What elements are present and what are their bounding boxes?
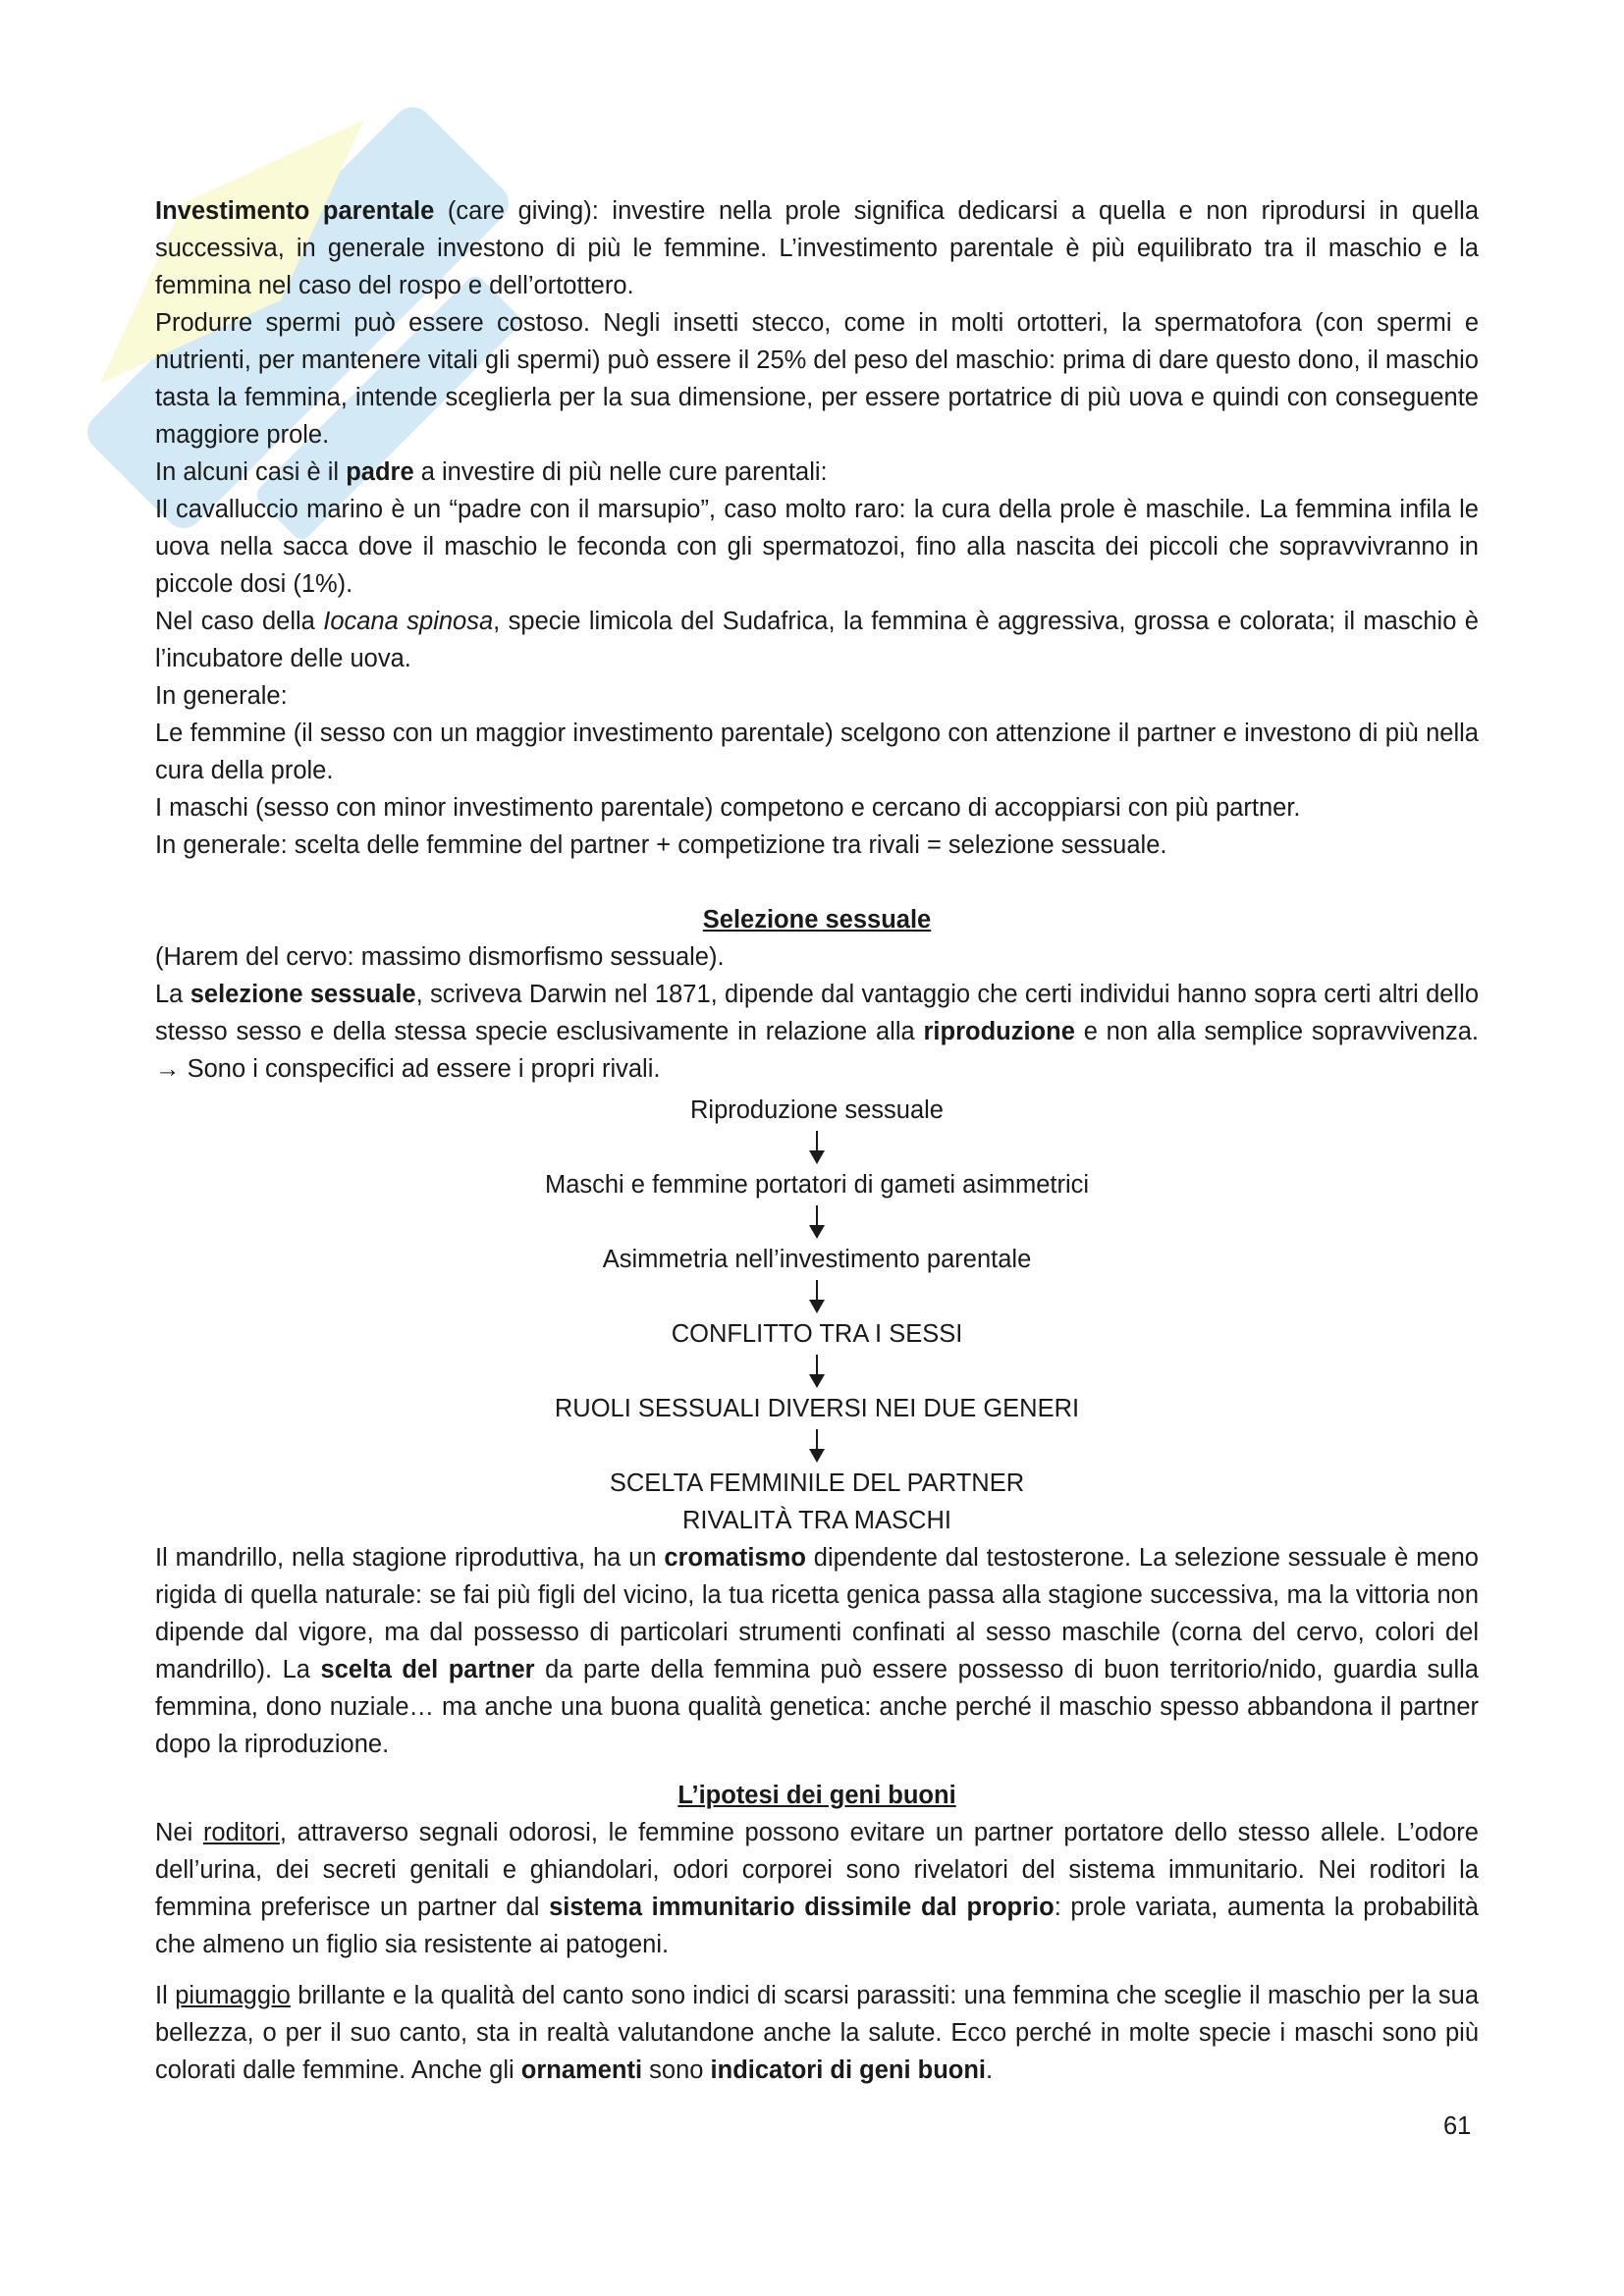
- flow-node: SCELTA FEMMINILE DEL PARTNER: [609, 1469, 1025, 1497]
- paragraph-iocana: Nel caso della Iocana spinosa, specie limicola del Sudafrica, la femmina è aggressiva, grossa e colorata; il maschio è l’incubatore delle uova.: [155, 608, 1479, 672]
- paragraph-padre: In alcuni casi è il padre a investire di più nelle cure parentali:: [155, 458, 828, 486]
- page-number: 61: [1443, 2112, 1472, 2140]
- arrow-down-icon: [155, 1203, 1479, 1241]
- arrow-right-icon: →: [155, 1055, 181, 1083]
- flow-node: Asimmetria nell’investimento parentale: [602, 1246, 1032, 1273]
- paragraph-spermi: Produrre spermi può essere costoso. Negli insetti stecco, come in molti ortotteri, la spermatofora (con spermi e nutrienti, per mantenere vitali gli spermi) può essere il 25% del peso del maschio: prima di dare questo dono, il maschio tasta la femmina, intende sceglierla per la sua dimensione, per essere portatrice di più uova e quindi con conseguente maggiore prole.: [155, 309, 1479, 449]
- flow-diagram: [155, 1092, 1479, 1539]
- paragraph-femmine: Le femmine (il sesso con un maggior investimento parentale) scelgono con attenzione il partner e investono di più nella cura della prole.: [155, 720, 1479, 784]
- arrow-down-icon: [155, 1353, 1479, 1390]
- paragraph-roditori: Nei roditori, attraverso segnali odorosi, le femmine possono evitare un partner portatore dello stesso allele. L’odore dell’urina, dei secreti genitali e ghiandolari, odori corporei sono rivelatori del sistema immunitario. Nei roditori la femmina preferisce un partner dal sistema immunitario dissimile dal proprio: prole variata, aumenta la probabilità che almeno un figlio sia resistente ai patogeni.: [155, 1819, 1479, 1958]
- flow-node: RIVALITÀ TRA MASCHI: [682, 1507, 951, 1534]
- paragraph-harem: (Harem del cervo: massimo dismorfismo sessuale).: [155, 943, 725, 971]
- paragraph-sintesi: In generale: scelta delle femmine del partner + competizione tra rivali = selezione sessuale.: [155, 831, 1167, 859]
- arrow-down-icon: [155, 1278, 1479, 1315]
- paragraph-investimento-parentale: Investimento parentale (care giving): investire nella prole significa dedicarsi a quella e non riprodursi in quella successiva, in generale investono di più le femmine. L’investimento parentale è più equilibrato tra il maschio e la femmina nel caso del rospo e dell’ortottero.: [155, 197, 1479, 299]
- flow-node: Maschi e femmine portatori di gameti asimmetrici: [544, 1171, 1090, 1199]
- flow-node: RUOLI SESSUALI DIVERSI NEI DUE GENERI: [554, 1395, 1080, 1422]
- paragraph-mandrillo: Il mandrillo, nella stagione riproduttiva, ha un cromatismo dipendente dal testosterone. La selezione sessuale è meno rigida di quella naturale: se fai più figli del vicino, la tua ricetta genica passa alla stagione successiva, ma la vittoria non dipende dal vigore, ma dal possesso di particolari strumenti confinati al sesso maschile (corna del cervo, colori del mandrillo). La scelta del partner da parte della femmina può essere possesso di buon territorio/nido, guardia sulla femmina, dono nuziale… ma anche una buona qualità genetica: anche perché il maschio spesso abbandona il partner dopo la riproduzione.: [155, 1544, 1479, 1758]
- paragraph-piumaggio: Il piumaggio brillante e la qualità del canto sono indici di scarsi parassiti: una femmina che sceglie il maschio per la sua bellezza, o per il suo canto, sta in realtà valutandone anche la salute. Ecco perché in molte specie i maschi sono più colorati dalle femmine. Anche gli ornamenti sono indicatori di geni buoni.: [155, 1982, 1479, 2084]
- term-investimento-parentale: Investimento parentale: [155, 197, 435, 225]
- arrow-down-icon: [155, 1129, 1479, 1166]
- paragraph-cavalluccio: Il cavalluccio marino è un “padre con il marsupio”, caso molto raro: la cura della prole è maschile. La femmina infila le uova nella sacca dove il maschio le feconda con gli spermatozoi, fino alla nascita dei piccoli che sopravvivranno in piccole dosi (1%).: [155, 496, 1479, 598]
- paragraph-darwin: La selezione sessuale, scriveva Darwin nel 1871, dipende dal vantaggio che certi individui hanno sopra certi altri dello stesso sesso e della stessa specie esclusivamente in relazione alla riproduzione e non alla semplice sopravvivenza. → Sono i conspecifici ad essere i propri rivali.: [155, 981, 1479, 1083]
- paragraph-maschi: I maschi (sesso con minor investimento parentale) competono e cercano di accoppiarsi con più partner.: [155, 794, 1301, 822]
- heading-selezione-sessuale: Selezione sessuale: [702, 906, 932, 934]
- heading-geni-buoni: L’ipotesi dei geni buoni: [677, 1782, 956, 1809]
- paragraph-in-generale: In generale:: [155, 682, 288, 710]
- arrow-down-icon: [155, 1427, 1479, 1465]
- flow-node: Riproduzione sessuale: [690, 1096, 944, 1124]
- flow-node: CONFLITTO TRA I SESSI: [671, 1320, 963, 1348]
- page-content: [155, 192, 1479, 2089]
